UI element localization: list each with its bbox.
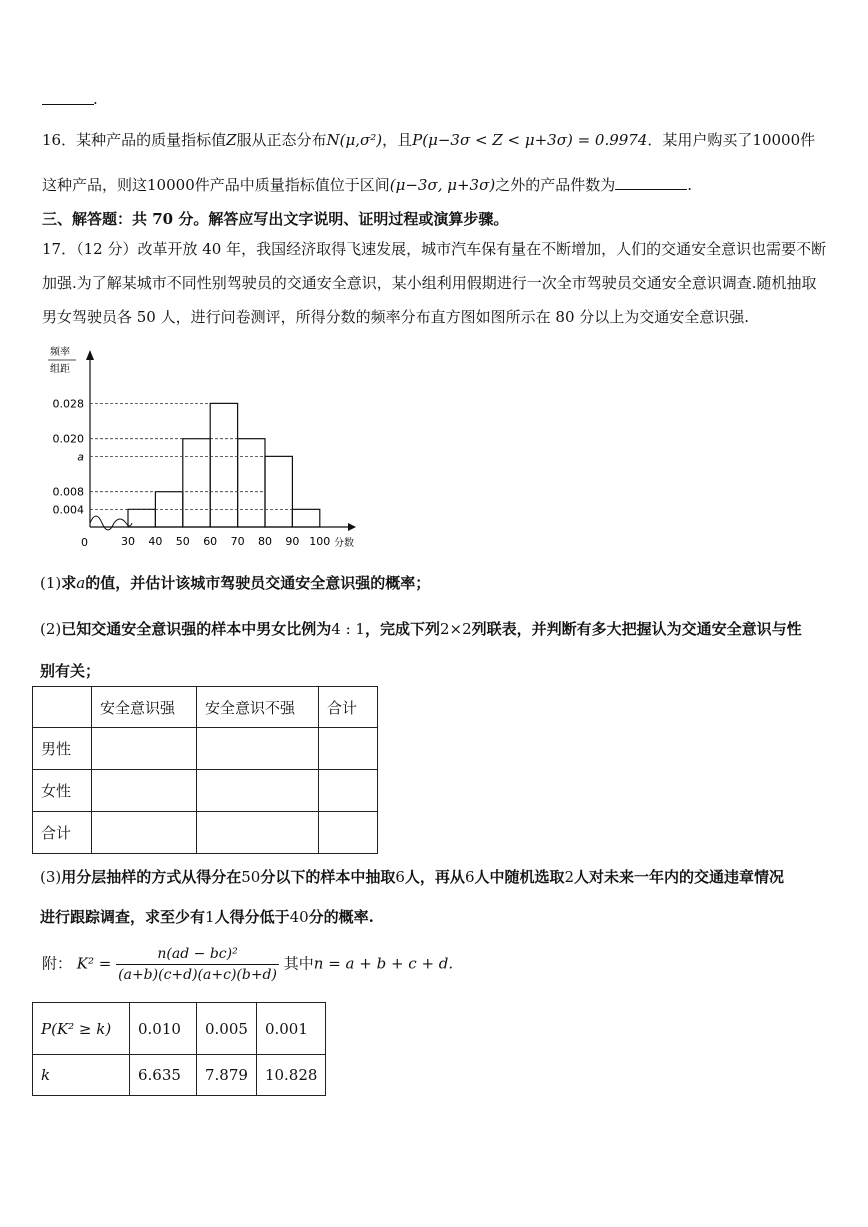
table-cell: 0.001	[256, 1003, 326, 1055]
y-tick-label: 0.008	[52, 485, 84, 499]
x-tick-label: 40	[148, 535, 163, 548]
frequency-histogram	[36, 340, 366, 556]
section-3-heading: 三、解答题：共 70 分。解答应写出文字说明、证明过程或演算步骤。	[42, 210, 509, 228]
x-tick-label: 90	[285, 535, 300, 548]
x-tick-label: 100	[309, 535, 331, 548]
table-cell: 6.635	[130, 1055, 197, 1096]
histogram-content	[53, 350, 357, 548]
y-tick-label: a	[77, 450, 84, 464]
part-2-line2: 别有关；	[40, 662, 101, 680]
y-tick-label: 0.028	[52, 397, 84, 411]
critical-value-table	[32, 1002, 326, 1096]
y-tick-label: 0.004	[52, 503, 84, 517]
top-fragment: .	[93, 90, 98, 108]
y-label-top: 频率	[50, 347, 70, 358]
table-row	[33, 728, 378, 770]
question-17-line2: 加强.为了解某城市不同性别驾驶员的交通安全意识，某小组利用假期进行一次全市驾驶员交通安全意识调查.随机抽取	[42, 274, 817, 292]
y-axis-arrow	[86, 350, 94, 360]
histogram-bar	[238, 439, 265, 527]
table-cell[interactable]	[197, 728, 319, 770]
question-17-line3: 男女驾驶员各 50 人，进行问卷测评，所得分数的频率分布直方图如图所示在 80 分以上为交通安全意识强.	[42, 308, 750, 326]
table-header-row	[33, 687, 378, 728]
table-cell[interactable]	[92, 812, 197, 854]
x-axis-arrow	[348, 523, 356, 531]
answer-blank-16	[615, 175, 687, 190]
appendix-formula: 附： K² = $\frac{\text{n(ad − bc)²}}{(a+b)(c+d)(a+c)(b+d)}$ 其中n = a + b + c + d.	[42, 946, 454, 983]
k2-fraction: $\frac{\text{n(ad − bc)²}}{(a+b)(c+d)(a+c)(b+d)}$	[118, 946, 277, 983]
origin-label: 0	[81, 536, 88, 549]
question-16-line2: 这种产品，则这10000件产品中质量指标值位于区间(μ−3σ, μ+3σ)之外的产品件数为 .	[42, 176, 692, 194]
x-tick-label: 80	[258, 535, 272, 548]
table-cell: 0.005	[197, 1003, 257, 1055]
table-cell[interactable]	[197, 770, 319, 812]
histogram-bar	[265, 456, 292, 527]
table-cell: 女性	[33, 770, 92, 812]
table-cell[interactable]	[319, 770, 378, 812]
table-cell[interactable]	[92, 728, 197, 770]
y-label-bottom: 组距	[50, 364, 70, 375]
table-cell[interactable]	[319, 728, 378, 770]
table-cell: 10.828	[256, 1055, 326, 1096]
table-row	[33, 1055, 326, 1096]
question-17-line1: 17．（12 分）改革开放 40 年，我国经济取得飞速发展，城市汽车保有量在不断增加，人们的交通安全意识也需要不断	[42, 240, 827, 258]
x-tick-label: 30	[121, 535, 135, 548]
table-cell: P(K² ≥ k)	[33, 1003, 130, 1055]
table-cell: 0.010	[130, 1003, 197, 1055]
table-header-cell: 合计	[319, 687, 378, 728]
y-tick-label: 0.020	[52, 432, 84, 446]
histogram-bar	[183, 439, 210, 527]
histogram-bar	[292, 509, 319, 527]
part-3-line1: (3)用分层抽样的方式从得分在50分以下的样本中抽取6人，再从6人中随机选取2人对未来一年内的交通违章情况	[40, 868, 785, 886]
histogram-bar	[210, 403, 237, 527]
table-header-cell	[33, 687, 92, 728]
table-cell: 合计	[33, 812, 92, 854]
table-cell[interactable]	[319, 812, 378, 854]
axis-break-mark	[90, 516, 132, 530]
contingency-table	[32, 686, 378, 854]
table-row	[33, 1003, 326, 1055]
part-2-line1: (2)已知交通安全意识强的样本中男女比例为4 : 1，完成下列2×2列联表，并判断有多大把握认为交通安全意识与性	[40, 620, 802, 638]
answer-blank-top	[42, 90, 94, 105]
table-cell: k	[33, 1055, 130, 1096]
table-cell[interactable]	[197, 812, 319, 854]
table-cell[interactable]	[92, 770, 197, 812]
histogram-bar	[128, 509, 155, 527]
table-header-cell: 安全意识不强	[197, 687, 319, 728]
table-row	[33, 770, 378, 812]
x-axis-label: 分数	[334, 538, 354, 549]
x-tick-label: 70	[230, 535, 245, 548]
table-cell: 男性	[33, 728, 92, 770]
table-header-cell: 安全意识强	[92, 687, 197, 728]
x-tick-label: 50	[175, 535, 190, 548]
table-row	[33, 812, 378, 854]
histogram-bar	[155, 492, 182, 527]
part-3-line2: 进行跟踪调查，求至少有1人得分低于40分的概率.	[40, 908, 374, 926]
table-cell: 7.879	[197, 1055, 257, 1096]
question-16-line1: 16．某种产品的质量指标值Z服从正态分布N(μ,σ²)，且P(μ−3σ < Z < μ+3σ) = 0.9974．某用户购买了10000件	[42, 131, 816, 149]
x-tick-label: 60	[203, 535, 218, 548]
part-1: (1)求a的值，并估计该城市驾驶员交通安全意识强的概率；	[40, 574, 431, 592]
